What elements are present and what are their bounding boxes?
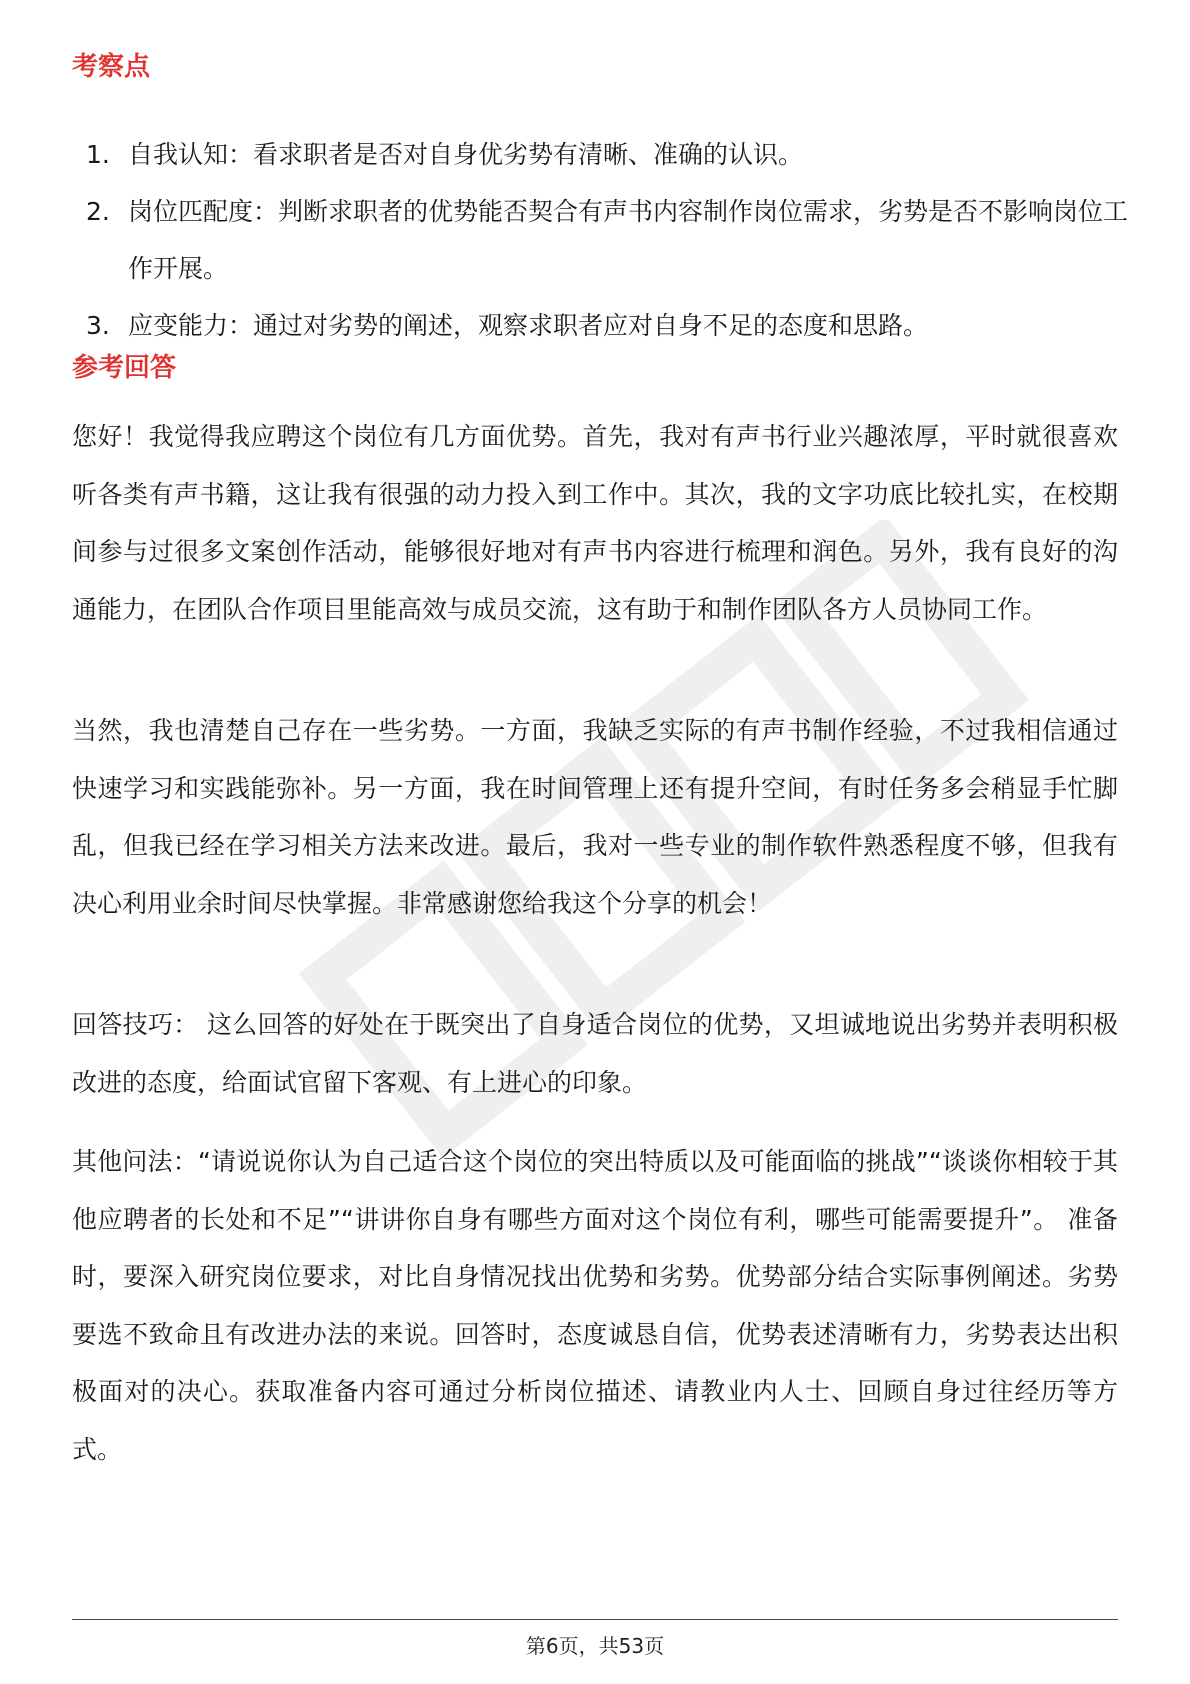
answer-paragraph-strengths: 您好！我觉得我应聘这个岗位有几方面优势。首先，我对有声书行业兴趣浓厚，平时就很喜欢听各类有声书籍，这让我有很强的动力投入到工作中。其次，我的文字功底比较扎实，在校期间参与过很多文案创作活动，能够很好地对有声书内容进行梳理和润色。另外，我有良好的沟通能力，在团队合作项目里能高效与成员交流，这有助于和制作团队各方人员协同工作。 <box>72 422 1118 624</box>
alternative-questions-paragraph: 其他问法：“请说说你认为自己适合这个岗位的突出特质以及可能面临的挑战”“谈谈你相较于其他应聘者的长处和不足”“讲讲你自身有哪些方面对这个岗位有利，哪些可能需要提升”。 准备时，要深入研究岗位要求，对比自身情况找出优势和劣势。优势部分结合实际事例阐述。劣势要选不致命且有改进办法的来说。回答时，态度诚恳自信，优势表述清晰有力，劣势表达出积极面对的决心。获取准备内容可通过分析岗位描述、请教业内人士、回顾自身过往经历等方式。 <box>72 1147 1118 1464</box>
footer-divider <box>72 1619 1118 1620</box>
list-item-text: 岗位匹配度：判断求职者的优势能否契合有声书内容制作岗位需求，劣势是否不影响岗位工作开展。 <box>128 197 1129 283</box>
list-item-text: 自我认知：看求职者是否对自身优劣势有清晰、准确的认识。 <box>128 140 804 169</box>
list-item <box>72 183 1132 297</box>
answer-paragraph-weaknesses: 当然，我也清楚自己存在一些劣势。一方面，我缺乏实际的有声书制作经验，不过我相信通过快速学习和实践能弥补。另一方面，我在时间管理上还有提升空间，有时任务多会稍显手忙脚乱，但我已经在学习相关方法来改进。最后，我对一些专业的制作软件熟悉程度不够，但我有决心利用业余时间尽快掌握。非常感谢您给我这个分享的机会！ <box>72 716 1118 918</box>
answer-tips-paragraph: 回答技巧： 这么回答的好处在于既突出了自身适合岗位的优势，又坦诚地说出劣势并表明积极改进的态度，给面试官留下客观、有上进心的印象。 <box>72 1010 1118 1097</box>
section-heading-exam-points: 考察点 <box>72 52 151 82</box>
list-number: 1. <box>86 140 110 169</box>
exam-points-list <box>72 126 1132 354</box>
list-number: 2. <box>86 197 110 226</box>
list-number: 3. <box>86 311 110 340</box>
section-heading-reference-answer: 参考回答 <box>72 353 177 383</box>
list-item <box>72 126 1132 183</box>
list-item-text: 应变能力：通过对劣势的阐述，观察求职者应对自身不足的态度和思路。 <box>128 311 929 340</box>
list-item <box>72 297 1132 354</box>
page-number: 第6页，共53页 <box>525 1634 665 1658</box>
